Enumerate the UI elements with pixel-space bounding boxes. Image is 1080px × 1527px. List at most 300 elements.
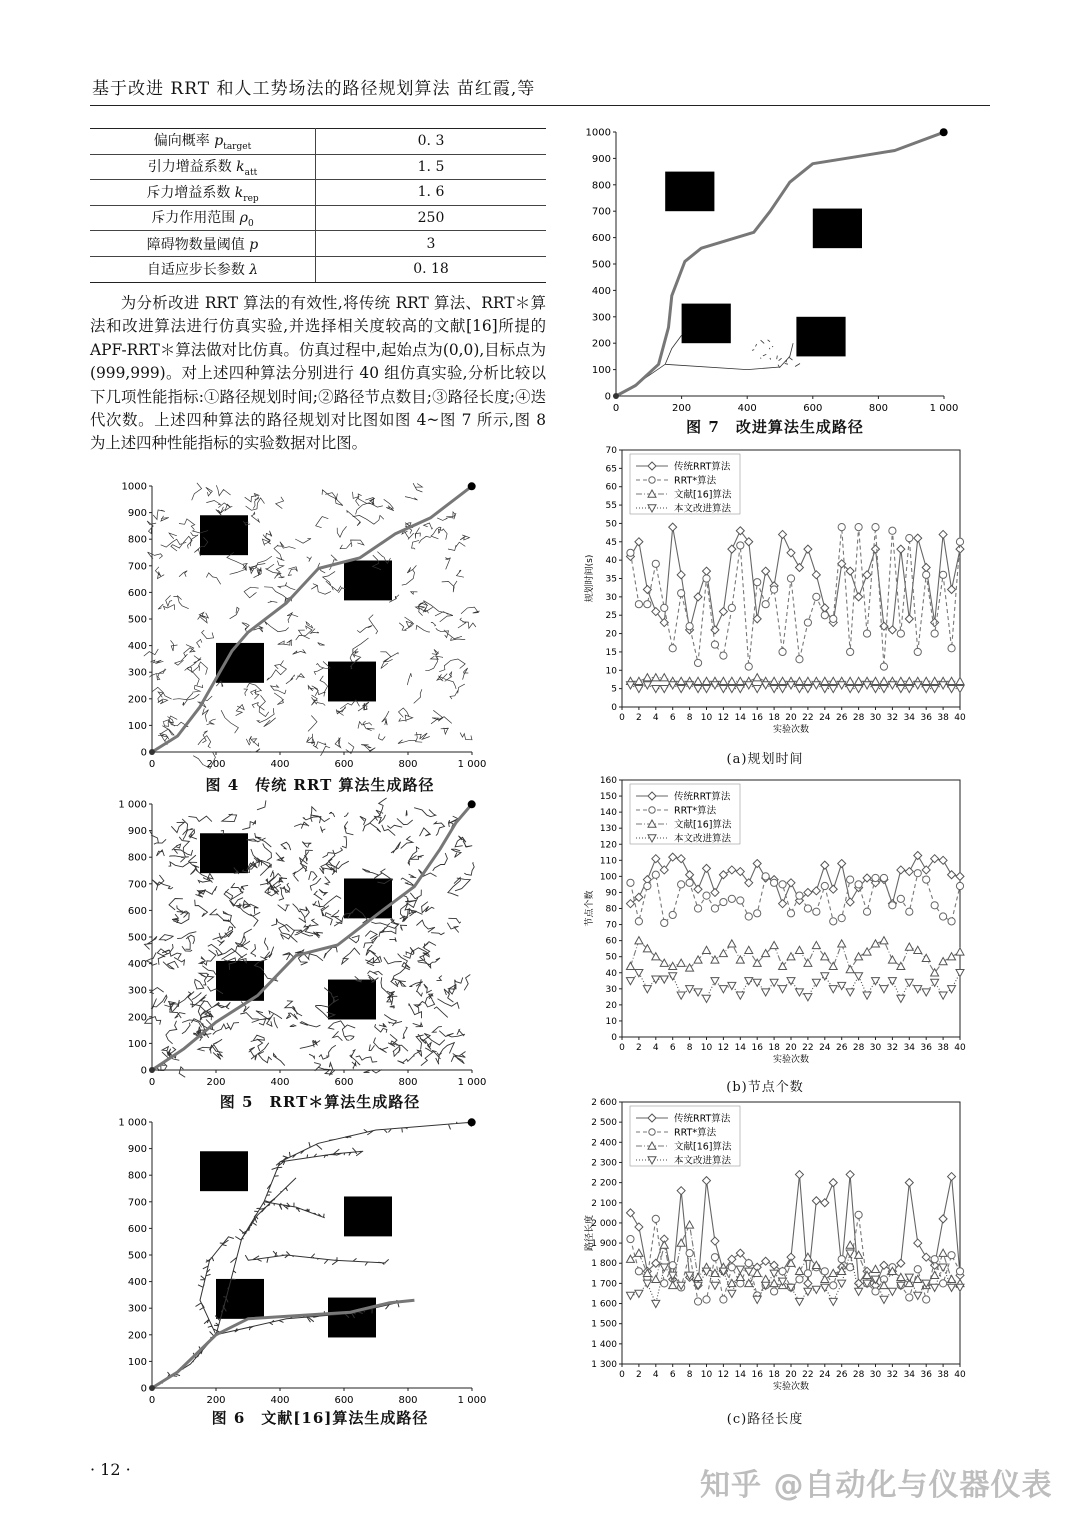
obstacles: [200, 515, 392, 701]
start-point: [149, 1385, 155, 1391]
data-point: [677, 1239, 685, 1246]
x-tick-label: 30: [869, 1043, 882, 1053]
data-point: [872, 978, 880, 985]
data-point: [754, 910, 761, 917]
data-point: [880, 1281, 888, 1288]
y-tick-label: 0: [604, 391, 611, 403]
data-point: [923, 571, 930, 578]
y-tick-label: 15: [605, 647, 617, 658]
data-point: [897, 685, 905, 692]
data-point: [796, 656, 803, 663]
x-tick-label: 38: [937, 713, 949, 723]
data-point: [720, 898, 727, 905]
data-point: [829, 1179, 837, 1187]
y-tick-label: 200: [591, 338, 611, 350]
data-point: [821, 1275, 829, 1282]
series-1: [626, 851, 964, 907]
data-point: [855, 1288, 863, 1295]
data-point: [948, 645, 955, 652]
chart-planning-time: [582, 440, 972, 745]
x-tick-label: 400: [737, 403, 757, 414]
data-point: [787, 910, 794, 917]
y-tick-label: 200: [127, 1330, 147, 1342]
data-point: [847, 1264, 854, 1271]
x-tick-label: 4: [652, 1043, 659, 1053]
x-tick-label: 8: [686, 1043, 693, 1053]
x-tick-label: 34: [903, 713, 916, 723]
data-point: [939, 1264, 947, 1271]
branch-lines: [144, 483, 480, 769]
y-axis-label: 规划时间(s): [585, 554, 595, 603]
x-tick-label: 1 000: [929, 403, 959, 414]
series-2: [627, 524, 964, 671]
x-tick-label: 1 000: [457, 759, 487, 770]
x-tick-label: 2: [636, 713, 642, 723]
data-point: [694, 593, 702, 601]
x-tick-label: 12: [717, 713, 730, 723]
x-tick-label: 400: [270, 1395, 290, 1406]
data-point: [948, 1252, 955, 1259]
data-point: [660, 1241, 668, 1248]
data-point: [728, 604, 735, 611]
data-point: [838, 940, 846, 947]
data-point: [838, 915, 845, 922]
data-point: [762, 1275, 770, 1282]
series-4: [626, 1250, 964, 1308]
legend-label: 传统RRT算法: [674, 791, 731, 803]
data-point: [787, 879, 795, 887]
x-tick-label: 400: [270, 1077, 290, 1088]
param-value: 250: [316, 205, 547, 231]
data-point: [753, 1296, 761, 1303]
x-tick-label: 2: [636, 1043, 642, 1053]
data-point: [863, 630, 870, 637]
x-tick-label: 24: [819, 713, 831, 723]
data-point: [736, 868, 744, 876]
data-point: [914, 682, 922, 689]
data-point: [771, 879, 778, 886]
parameter-table: [90, 128, 546, 283]
data-point: [635, 918, 642, 925]
y-tick-label: 400: [591, 285, 611, 297]
data-point: [838, 1280, 846, 1287]
data-point: [754, 579, 761, 586]
obstacles: [665, 172, 862, 357]
data-point: [635, 601, 642, 608]
data-point: [787, 953, 795, 960]
legend: [630, 1106, 740, 1167]
data-point: [787, 682, 795, 689]
x-tick-label: 14: [734, 713, 747, 723]
data-point: [694, 885, 702, 893]
goal-point: [468, 482, 476, 490]
y-tick-label: 300: [591, 312, 611, 324]
data-point: [922, 685, 930, 692]
data-point: [948, 1284, 956, 1291]
data-point: [669, 962, 677, 969]
param-name: 斥力增益系数 $k_{rep}$: [90, 180, 316, 206]
data-point: [677, 855, 685, 863]
data-point: [905, 615, 913, 623]
data-point: [660, 866, 668, 874]
y-tick-label: 500: [127, 932, 147, 944]
legend-label: 本文改进算法: [674, 833, 732, 845]
x-tick-label: 20: [785, 1370, 797, 1380]
y-tick-label: 130: [599, 824, 617, 835]
data-point: [753, 1269, 761, 1276]
data-point: [753, 615, 761, 623]
data-point: [931, 855, 939, 863]
data-point: [686, 871, 694, 879]
data-point: [855, 973, 863, 980]
data-point: [703, 575, 710, 582]
data-point: [736, 956, 744, 963]
start-point: [613, 393, 619, 399]
data-point: [753, 685, 761, 692]
y-tick-label: 60: [605, 482, 617, 493]
data-point: [745, 913, 752, 920]
x-tick-label: 600: [334, 1077, 354, 1088]
data-point: [948, 953, 956, 960]
y-tick-label: 600: [127, 1223, 147, 1235]
data-point: [914, 534, 922, 542]
data-point: [855, 593, 863, 601]
data-point: [948, 685, 956, 692]
data-point: [821, 1199, 829, 1207]
data-point: [795, 1298, 803, 1305]
y-tick-label: 800: [127, 852, 147, 864]
data-point: [643, 674, 651, 681]
data-point: [804, 1279, 812, 1287]
data-point: [711, 682, 719, 689]
data-point: [771, 586, 778, 593]
data-point: [728, 895, 735, 902]
data-point: [821, 685, 829, 692]
data-point: [728, 940, 736, 947]
data-point: [939, 530, 947, 538]
x-tick-label: 26: [835, 713, 848, 723]
y-tick-label: 900: [127, 826, 147, 838]
y-tick-label: 2 500: [591, 1118, 617, 1129]
data-point: [711, 1237, 719, 1245]
data-point: [956, 882, 963, 889]
data-point: [686, 986, 694, 993]
data-point: [821, 973, 829, 980]
data-point: [770, 979, 778, 986]
y-tick-label: 10: [605, 1016, 617, 1027]
y-tick-label: 90: [605, 888, 617, 899]
data-point: [652, 871, 659, 878]
data-point: [923, 1296, 930, 1303]
data-point: [635, 1249, 643, 1256]
data-point: [897, 962, 905, 969]
data-point: [626, 1255, 634, 1262]
x-tick-label: 26: [835, 1043, 848, 1053]
y-tick-label: 0: [140, 1383, 147, 1395]
data-point: [779, 986, 787, 993]
tree-branches: [152, 1122, 472, 1388]
x-tick-label: 10: [700, 1043, 713, 1053]
x-tick-label: 40: [954, 1043, 966, 1053]
obstacle: [813, 209, 862, 249]
series-3: [626, 674, 964, 685]
data-point: [745, 1268, 753, 1275]
data-point: [956, 1268, 963, 1275]
data-point: [829, 885, 837, 893]
data-point: [830, 1282, 837, 1289]
data-point: [703, 1177, 711, 1185]
y-tick-label: 80: [605, 904, 617, 915]
legend: [630, 454, 740, 515]
x-tick-label: 16: [751, 1043, 763, 1053]
data-point: [804, 619, 811, 626]
data-point: [872, 545, 880, 553]
data-point: [880, 986, 888, 993]
y-tick-label: 70: [605, 920, 617, 931]
y-tick-label: 800: [127, 1170, 147, 1182]
goal-point: [468, 800, 476, 808]
series-line: [631, 856, 961, 904]
data-point: [703, 1268, 711, 1275]
data-point: [795, 685, 803, 692]
data-point: [914, 851, 922, 859]
data-point: [855, 685, 863, 692]
obstacle: [200, 833, 248, 873]
data-point: [787, 978, 795, 985]
series-4: [626, 682, 964, 693]
data-point: [855, 1279, 863, 1287]
data-point: [661, 604, 668, 611]
chart-path-length: [582, 1092, 972, 1402]
data-point: [889, 902, 896, 909]
x-tick-label: 6: [669, 713, 676, 723]
data-point: [812, 979, 820, 986]
obstacle: [216, 643, 264, 683]
data-point: [626, 978, 634, 985]
data-point: [855, 953, 863, 960]
data-point: [846, 1171, 854, 1179]
y-tick-label: 20: [605, 1000, 617, 1011]
data-point: [804, 959, 812, 966]
data-point: [711, 978, 719, 985]
start-point: [149, 1067, 155, 1073]
data-point: [694, 905, 701, 912]
branch-lines: [152, 1122, 472, 1388]
obstacle: [665, 172, 714, 212]
x-tick-label: 1 000: [457, 1395, 487, 1406]
y-tick-label: 60: [605, 936, 617, 947]
x-tick-label: 22: [802, 713, 814, 723]
param-value: 0. 3: [316, 129, 547, 155]
data-point: [939, 958, 947, 965]
data-point: [905, 979, 913, 986]
data-point: [931, 685, 939, 692]
x-tick-label: 18: [768, 713, 780, 723]
data-point: [711, 905, 718, 912]
data-point: [931, 1256, 938, 1263]
y-tick-label: 600: [591, 233, 611, 245]
planned-path: [152, 486, 472, 752]
data-point: [829, 1298, 837, 1305]
data-point: [635, 1223, 643, 1231]
x-tick-label: 400: [270, 759, 290, 770]
data-point: [872, 1265, 880, 1272]
y-tick-label: 140: [599, 808, 617, 819]
data-point: [838, 1256, 845, 1263]
figure-5-caption: 图 5 RRT＊算法生成路径: [219, 1093, 421, 1111]
data-point: [813, 908, 820, 915]
data-point: [728, 1255, 736, 1263]
branch-lines: [145, 798, 475, 1077]
data-point: [897, 545, 905, 553]
data-point: [635, 538, 643, 546]
data-point: [812, 887, 820, 895]
data-point: [940, 571, 947, 578]
y-tick-label: 600: [127, 587, 147, 599]
data-point: [804, 1270, 811, 1277]
x-tick-label: 600: [334, 1395, 354, 1406]
legend-label: 传统RRT算法: [674, 1113, 731, 1125]
data-point: [872, 524, 879, 531]
data-point: [863, 682, 871, 689]
branch-lines: [616, 335, 800, 396]
y-tick-label: 150: [599, 792, 617, 803]
data-point: [897, 866, 905, 874]
y-axis-label: 节点个数: [585, 890, 595, 927]
data-point: [914, 946, 922, 953]
data-point: [669, 1262, 676, 1269]
data-point: [686, 623, 693, 630]
y-tick-label: 1 000: [118, 799, 147, 811]
data-point: [846, 898, 854, 906]
param-value: 0. 18: [316, 256, 547, 282]
data-point: [652, 1300, 660, 1307]
legend-label: 文献[16]算法: [674, 819, 732, 831]
data-point: [643, 986, 651, 993]
y-tick-label: 20: [605, 629, 617, 640]
data-point: [753, 979, 761, 986]
series-4: [626, 970, 964, 1003]
data-point: [880, 1261, 888, 1269]
y-tick-label: 120: [599, 840, 617, 851]
x-tick-label: 36: [920, 713, 932, 723]
data-point: [669, 911, 676, 918]
data-point: [888, 956, 896, 963]
data-point: [855, 1211, 862, 1218]
x-tick-label: 12: [717, 1043, 730, 1053]
y-tick-label: 0: [140, 1065, 147, 1077]
param-value: 3: [316, 231, 547, 257]
param-name: 自适应步长参数 λ: [90, 256, 316, 282]
y-tick-label: 110: [599, 856, 617, 867]
data-point: [762, 989, 770, 996]
data-point: [711, 1282, 719, 1289]
y-tick-label: 300: [127, 667, 147, 679]
x-tick-label: 800: [868, 403, 888, 414]
x-tick-label: 200: [672, 403, 692, 414]
data-point: [795, 1267, 803, 1274]
data-point: [677, 959, 685, 966]
data-point: [948, 871, 956, 879]
y-tick-label: 500: [127, 614, 147, 626]
table-row: [90, 256, 546, 282]
y-tick-label: 1000: [121, 481, 147, 493]
table-row: [90, 154, 546, 180]
tree-branches: [144, 483, 480, 769]
data-point: [635, 970, 643, 977]
x-tick-label: 200: [206, 1077, 226, 1088]
param-name: 引力增益系数 $k_{att}$: [90, 154, 316, 180]
data-point: [787, 575, 794, 582]
legend-marker: [649, 1129, 655, 1135]
obstacle: [796, 317, 845, 357]
data-point: [812, 941, 820, 948]
tree-branches: [145, 798, 475, 1077]
data-point: [931, 1271, 939, 1278]
data-point: [719, 608, 727, 616]
data-point: [914, 1266, 921, 1273]
y-tick-label: 700: [127, 561, 147, 573]
data-point: [728, 545, 736, 553]
data-point: [626, 900, 634, 908]
data-point: [897, 895, 904, 902]
data-point: [931, 902, 938, 909]
y-tick-label: 1 700: [591, 1279, 617, 1290]
data-point: [804, 545, 812, 553]
data-point: [906, 1294, 913, 1301]
x-tick-label: 24: [819, 1043, 831, 1053]
data-point: [847, 876, 854, 883]
data-point: [745, 946, 753, 953]
y-tick-label: 1 600: [591, 1299, 617, 1310]
param-value: 1. 5: [316, 154, 547, 180]
data-point: [762, 682, 770, 689]
y-tick-label: 50: [605, 519, 617, 530]
x-tick-label: 800: [398, 759, 418, 770]
data-point: [711, 641, 718, 648]
data-point: [669, 682, 677, 689]
data-point: [948, 918, 955, 925]
table-row: [90, 231, 546, 257]
data-point: [719, 986, 727, 993]
x-tick-label: 14: [734, 1370, 747, 1380]
data-point: [846, 1241, 854, 1248]
x-tick-label: 0: [619, 1043, 625, 1053]
data-point: [940, 913, 947, 920]
data-point: [906, 535, 913, 542]
data-point: [652, 1275, 660, 1282]
data-point: [872, 874, 879, 881]
data-point: [762, 601, 769, 608]
y-tick-label: 100: [127, 1356, 147, 1368]
data-point: [897, 995, 905, 1002]
param-value: 1. 6: [316, 180, 547, 206]
data-point: [661, 1280, 668, 1287]
x-tick-label: 16: [751, 713, 763, 723]
data-point: [686, 879, 693, 886]
data-point: [956, 538, 963, 545]
x-tick-label: 26: [835, 1370, 848, 1380]
data-point: [838, 524, 845, 531]
x-tick-label: 0: [148, 1395, 156, 1406]
legend-marker: [649, 477, 655, 483]
y-tick-label: 2 600: [591, 1098, 617, 1108]
legend-label: RRT*算法: [674, 475, 717, 487]
legend-marker: [649, 807, 655, 813]
x-tick-label: 22: [802, 1370, 814, 1380]
data-point: [939, 992, 947, 999]
x-tick-label: 36: [920, 1370, 932, 1380]
